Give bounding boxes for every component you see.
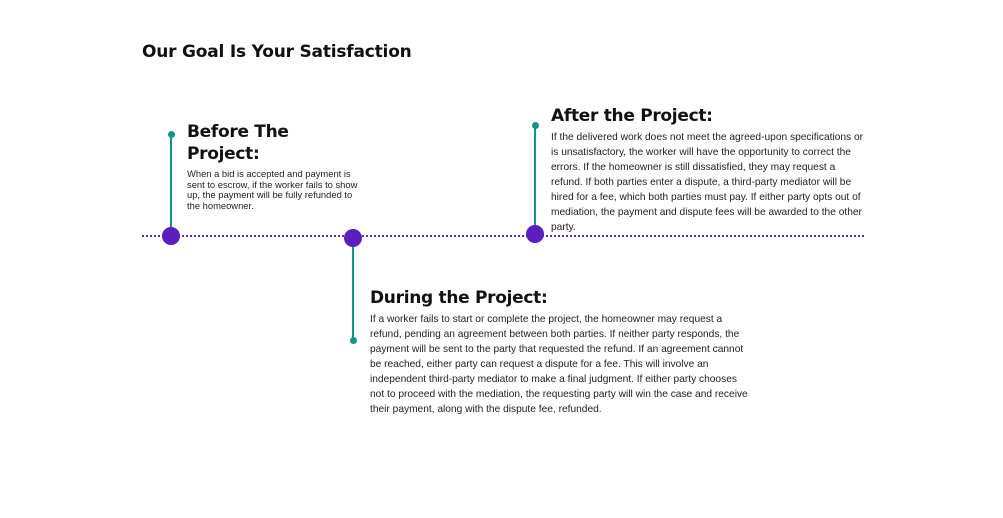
after-node bbox=[526, 225, 544, 243]
during-stem-dot bbox=[350, 337, 357, 344]
after-project-text: If the delivered work does not meet the agreed-upon specifications or is unsatisfactory, the worker will have the opportunity to correct the errors. If the homeowner is still dissatisfied, they may request a refund. If both parties enter a dispute, a third-party mediator will be hired for a fee, which both parties must pay. If either party opts out of mediation, the payment and dispute fees will be awarded to the other party. bbox=[551, 132, 864, 233]
before-project-block bbox=[187, 121, 359, 212]
before-node bbox=[162, 227, 180, 245]
after-stem-dot bbox=[532, 122, 539, 129]
after-project-heading: After the Project: bbox=[551, 106, 713, 126]
before-project-text: When a bid is accepted and payment is sent to escrow, if the worker fails to show up, the payment will be fully refunded to the homeowner. bbox=[187, 168, 358, 212]
during-project-text: If a worker fails to start or complete the project, the homeowner may request a refund, pending an agreement between both parties. If neither party responds, the payment will be sent to the party that requested the refund. If an agreement cannot be reached, either party can request a dispute for a fee. This will involve an independent third-party mediator to make a final judgment. If either party chooses not to proceed with the mediation, the requesting party will win the case and receive their payment, along with the dispute fee, refunded. bbox=[370, 314, 748, 415]
before-stem bbox=[170, 134, 172, 234]
page-title: Our Goal Is Your Satisfaction bbox=[142, 42, 412, 62]
after-stem bbox=[534, 125, 536, 233]
before-stem-dot bbox=[168, 131, 175, 138]
during-project-heading: During the Project: bbox=[370, 288, 548, 308]
during-node bbox=[344, 229, 362, 247]
timeline-dotted-line bbox=[142, 235, 864, 237]
before-project-heading: Before The Project: bbox=[187, 122, 289, 164]
during-project-block bbox=[370, 287, 748, 417]
during-stem bbox=[352, 240, 354, 340]
after-project-block bbox=[551, 105, 867, 235]
